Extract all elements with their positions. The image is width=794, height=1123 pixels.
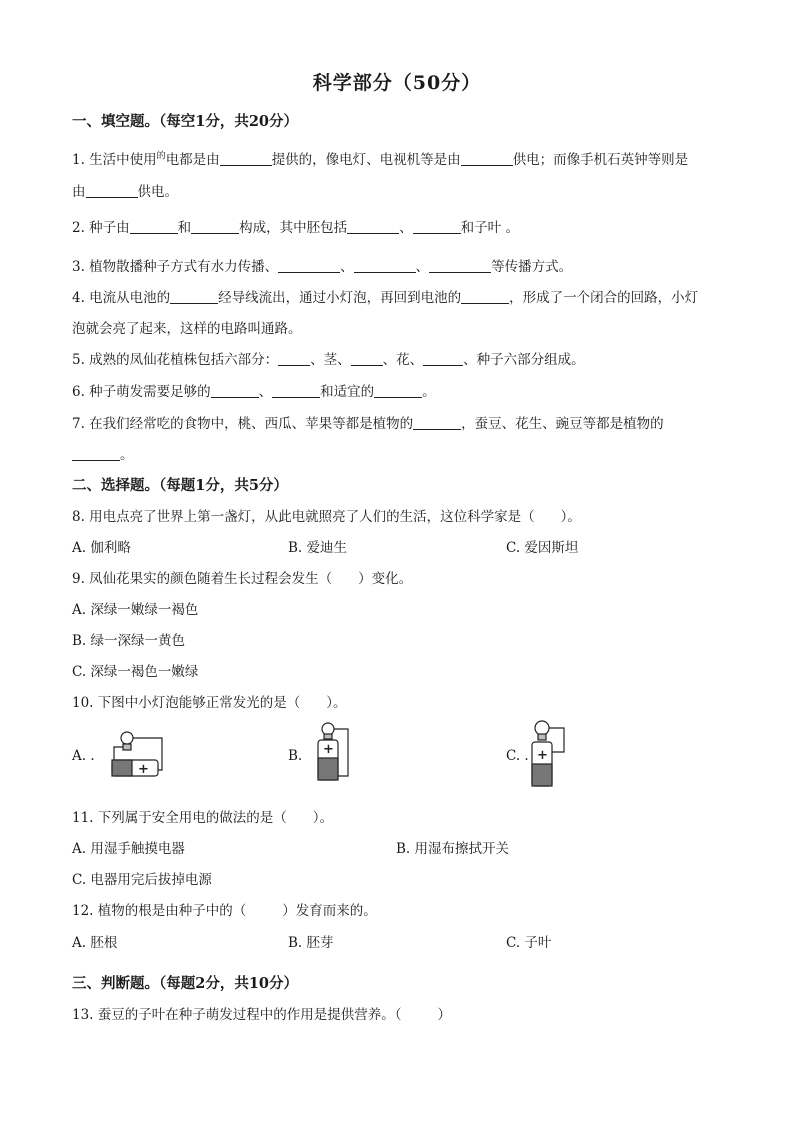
q7-text-b: ，蚕豆、花生、豌豆等都是植物的 <box>461 416 664 432</box>
question-7-line-2 <box>72 443 134 463</box>
q11-option-c[interactable]: C. 电器用完后拔掉电源 <box>72 872 212 888</box>
question-7-line-1 <box>72 412 664 432</box>
q10-option-c[interactable]: C. . <box>506 748 529 764</box>
q6-text-a: 6. 种子萌发需要足够的 <box>72 384 211 400</box>
q2-text-e: 和子叶 。 <box>460 220 519 236</box>
answer-blank[interactable] <box>413 219 461 234</box>
q1-text-e: 由 <box>72 184 86 200</box>
answer-blank[interactable] <box>130 219 178 234</box>
answer-blank[interactable] <box>72 446 120 461</box>
answer-blank[interactable] <box>211 383 259 398</box>
question-4-line-1 <box>72 286 698 306</box>
page-title: 科学部分（50分） <box>312 72 482 94</box>
answer-blank[interactable] <box>347 219 399 234</box>
q8-end: ）。 <box>560 509 581 525</box>
q4-text-a: 4. 电流从电池的 <box>72 290 171 306</box>
q9-option-a[interactable]: A. 深绿一嫩绿一褐色 <box>72 602 199 618</box>
q8-option-c[interactable]: C. 爱因斯坦 <box>506 540 579 556</box>
q2-text-c: 构成，其中胚包括 <box>239 220 348 236</box>
answer-blank[interactable] <box>272 383 320 398</box>
q5-text-a: 5. 成熟的凤仙花植株包括六部分： <box>72 352 279 368</box>
question-4-line-2: 泡就会亮了起来，这样的电路叫通路。 <box>72 321 302 337</box>
q12-end: ）发育而来的。 <box>282 903 377 919</box>
q12-text: 12. 植物的根是由种子中的（ <box>72 903 247 919</box>
q5-text-c: 、花、 <box>382 352 424 368</box>
q4-text-c: ，形成了一个闭合的回路，小灯 <box>509 290 699 306</box>
q8-option-a[interactable]: A. 伽利略 <box>72 540 131 556</box>
section-heading-judgement: 三、判断题。（每题2分，共10分） <box>72 975 299 992</box>
question-5 <box>72 348 585 368</box>
q7-text-c: 。 <box>120 447 134 463</box>
question-11 <box>72 806 333 826</box>
q3-text-b: 、 <box>340 259 354 275</box>
circuit-a-figure <box>100 728 170 784</box>
q1-text-a: 1. 生活中使用 <box>72 152 157 168</box>
question-10 <box>72 691 347 711</box>
question-2 <box>72 216 519 236</box>
answer-blank[interactable] <box>461 289 509 304</box>
svg-text:+: + <box>537 748 548 763</box>
q9-option-b[interactable]: B. 绿一深绿一黄色 <box>72 633 186 649</box>
q11-option-a[interactable]: A. 用湿手触摸电器 <box>72 841 185 857</box>
q8-text: 8. 用电点亮了世界上第一盏灯，从此电就照亮了人们的生活，这位科学家是（ <box>72 509 535 525</box>
answer-blank[interactable] <box>351 351 383 366</box>
question-6 <box>72 380 436 400</box>
answer-blank[interactable] <box>374 383 422 398</box>
q1-text-d: 供电；而像手机石英钟等则是 <box>512 152 689 168</box>
q1-sup: 的 <box>156 151 166 162</box>
section-heading-fill-in: 一、填空题。（每空1分，共20分） <box>72 113 299 130</box>
answer-blank[interactable] <box>278 258 340 273</box>
answer-blank[interactable] <box>191 219 239 234</box>
q1-text-c: 提供的，像电灯、电视机等是由 <box>271 152 461 168</box>
question-8 <box>72 505 581 525</box>
q13-text: 13. 蚕豆的子叶在种子萌发过程中的作用是提供营养。（ <box>72 1007 402 1023</box>
q2-text-d: 、 <box>399 220 413 236</box>
q4-text-b: 经导线流出，通过小灯泡，再回到电池的 <box>218 290 462 306</box>
circuit-b-figure <box>306 720 356 784</box>
q12-option-c[interactable]: C. 子叶 <box>506 935 552 951</box>
answer-blank[interactable] <box>413 415 461 430</box>
answer-blank[interactable] <box>461 151 513 166</box>
q5-text-b: 、茎、 <box>310 352 351 368</box>
q3-text-a: 3. 植物散播种子方式有水力传播、 <box>72 259 279 275</box>
q3-text-d: 等传播方式。 <box>491 259 573 275</box>
q11-end: ）。 <box>312 810 334 826</box>
svg-text:+: + <box>138 762 149 777</box>
section-heading-choice: 二、选择题。（每题1分，共5分） <box>72 477 288 494</box>
svg-text:+: + <box>323 742 334 757</box>
q11-option-b[interactable]: B. 用湿布擦拭开关 <box>396 841 510 857</box>
q12-option-b[interactable]: B. 胚芽 <box>288 935 334 951</box>
q6-text-d: 。 <box>422 384 436 400</box>
answer-blank[interactable] <box>423 351 463 366</box>
q13-end: ） <box>437 1007 452 1023</box>
q8-option-b[interactable]: B. 爱迪生 <box>288 540 348 556</box>
q6-text-b: 、 <box>258 384 273 400</box>
q5-text-d: 、种子六部分组成。 <box>463 352 585 368</box>
question-12 <box>72 899 377 919</box>
question-1-line-2 <box>72 180 178 200</box>
question-3 <box>72 255 572 275</box>
answer-blank[interactable] <box>86 183 138 198</box>
q10-text: 10. 下图中小灯泡能够正常发光的是（ <box>72 695 301 711</box>
q3-text-c: 、 <box>415 259 430 275</box>
q2-text-a: 2. 种子由 <box>72 220 130 236</box>
q9-end: ）变化。 <box>358 571 413 587</box>
q1-text-b: 电都是由 <box>165 152 220 168</box>
q2-text-b: 和 <box>177 220 192 236</box>
q10-option-a[interactable]: A. . <box>72 748 95 764</box>
q9-text: 9. 凤仙花果实的颜色随着生长过程会发生（ <box>72 571 333 587</box>
question-1-line-1 <box>72 148 688 168</box>
answer-blank[interactable] <box>429 258 491 273</box>
question-9 <box>72 567 412 587</box>
q12-option-a[interactable]: A. 胚根 <box>72 935 118 951</box>
question-13 <box>72 1003 451 1023</box>
circuit-c-figure <box>524 716 574 788</box>
q10-end: ）。 <box>326 695 347 711</box>
answer-blank[interactable] <box>278 351 310 366</box>
answer-blank[interactable] <box>354 258 416 273</box>
q7-text-a: 7. 在我们经常吃的食物中，桃、西瓜、苹果等都是植物的 <box>72 416 414 432</box>
answer-blank[interactable] <box>220 151 272 166</box>
q11-text: 11. 下列属于安全用电的做法的是（ <box>72 810 287 826</box>
q6-text-c: 和适宜的 <box>320 384 375 400</box>
q1-text-f: 供电。 <box>137 184 178 200</box>
q10-option-b[interactable]: B. <box>288 748 303 764</box>
answer-blank[interactable] <box>170 289 218 304</box>
q9-option-c[interactable]: C. 深绿一褐色一嫩绿 <box>72 664 199 680</box>
